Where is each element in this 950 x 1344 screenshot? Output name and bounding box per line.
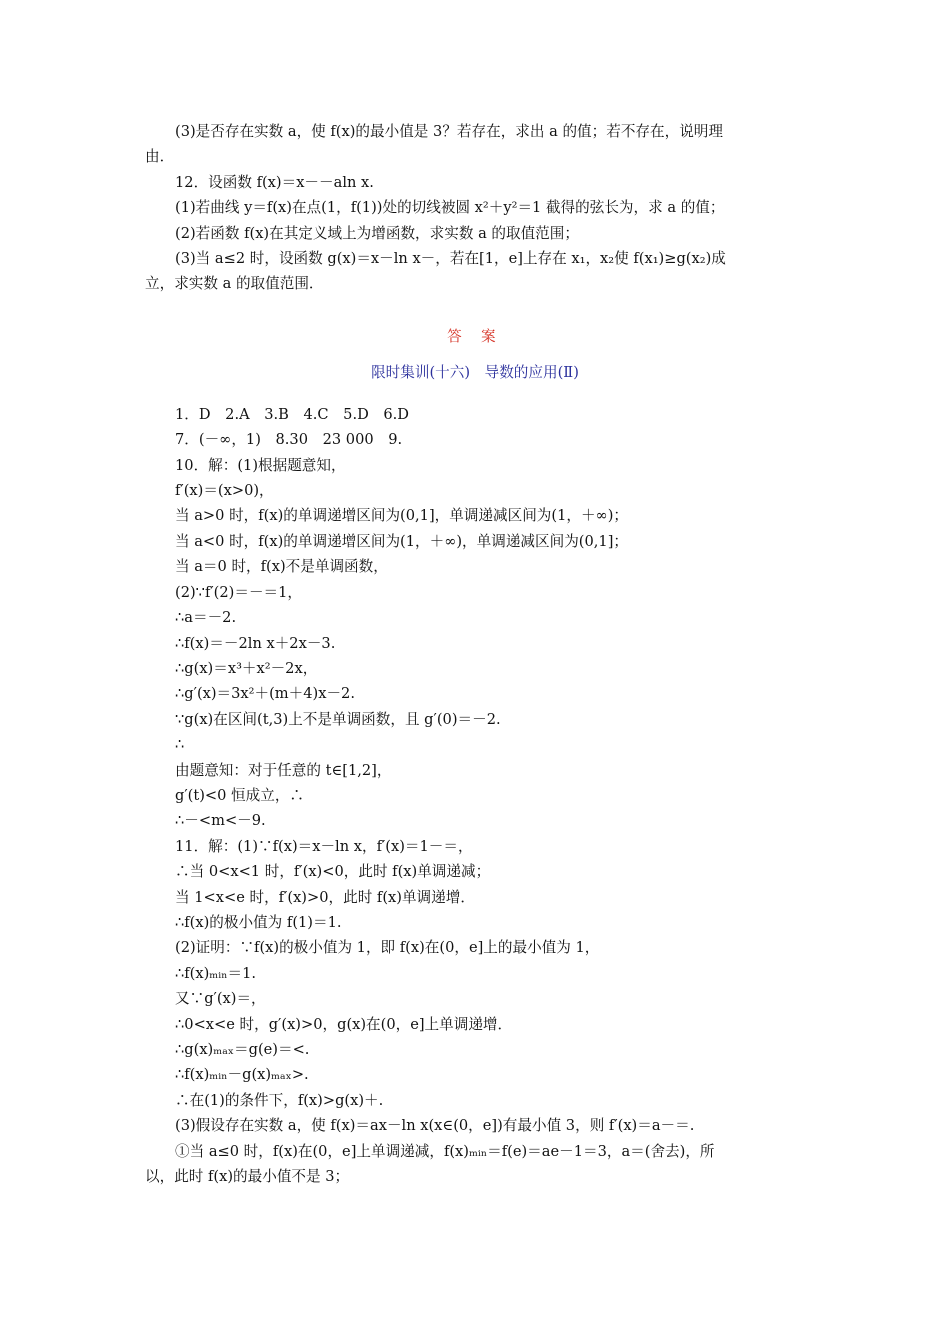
answer-line: (2)∵f′(2)＝－＝1， — [175, 583, 303, 601]
answer-line: g′(t)<0 恒成立，∴ — [175, 786, 305, 804]
answer-line: 11．解：(1)∵f(x)＝x－ln x，f′(x)＝1－＝， — [175, 837, 473, 855]
answer-line: 当 a>0 时，f(x)的单调递增区间为(0,1]，单调递减区间为(1，＋∞)； — [175, 507, 628, 525]
answer-line: 7．(－∞，1) 8.30 23 000 9. — [175, 431, 403, 449]
answer-line: 又∵g′(x)＝， — [175, 990, 266, 1008]
answer-line: 10．解：(1)根据题意知， — [175, 456, 346, 474]
answer-line: ∴g′(x)＝3x²＋(m＋4)x－2. — [175, 685, 355, 703]
answer-line: ∴g(x)ₘₐₓ＝g(e)＝<. — [175, 1041, 310, 1058]
answer-line: ∴g(x)＝x³＋x²－2x， — [175, 659, 318, 677]
answer-line: ∴当 0<x<1 时，f′(x)<0，此时 f(x)单调递减； — [175, 863, 491, 881]
answer-line: 由题意知：对于任意的 t∈[1,2]， — [175, 761, 392, 779]
page-content — [145, 119, 805, 1189]
q12-title: 12．设函数 f(x)＝x－－aln x. — [175, 173, 374, 191]
answer-line: 1．D 2.A 3.B 4.C 5.D 6.D — [175, 405, 409, 423]
answer-line: ∴f(x)＝－2ln x＋2x－3. — [175, 634, 336, 652]
q12-part3-line2: 立，求实数 a 的取值范围． — [145, 275, 324, 293]
q11-part3-line1: (3)是否存在实数 a，使 f(x)的最小值是 3？若存在，求出 a 的值；若不存在，说明理 — [175, 123, 723, 140]
answer-line: ∴a＝－2. — [175, 609, 237, 627]
answer-line: ∴－<m<－9. — [175, 812, 266, 830]
answer-line: ∴ — [175, 736, 185, 754]
answer-line: ∴在(1)的条件下，f(x)>g(x)＋. — [175, 1091, 384, 1109]
answer-line: ∴f(x)的极小值为 f(1)＝1. — [175, 913, 342, 931]
q12-part1: (1)若曲线 y＝f(x)在点(1，f(1))处的切线被圆 x²＋y²＝1 截得的弦长为，求 a 的值； — [175, 199, 725, 217]
answer-line: (3)假设存在实数 a，使 f(x)＝ax－ln x(x∈(0，e])有最小值 3，则 f′(x)＝a－＝. — [175, 1117, 695, 1135]
answer-line: 当 a<0 时，f(x)的单调递增区间为(1，＋∞)，单调递减区间为(0,1]； — [175, 532, 628, 550]
answer-line: ①当 a≤0 时，f(x)在(0，e]上单调递减，f(x)ₘᵢₙ＝f(e)＝ae－1＝3，a＝(舍去)，所 — [175, 1142, 715, 1160]
answer-line: ∴0<x<e 时，g′(x)>0，g(x)在(0，e]上单调递增． — [175, 1015, 513, 1033]
answer-line: f′(x)＝(x>0)， — [175, 482, 274, 500]
answer-line: ∵g(x)在区间(t,3)上不是单调函数，且 g′(0)＝－2. — [175, 710, 501, 728]
answer-header: 答 案 — [447, 327, 503, 345]
q12-part2: (2)若函数 f(x)在其定义域上为增函数，求实数 a 的取值范围； — [175, 224, 579, 242]
answer-line: ∴f(x)ₘᵢₙ－g(x)ₘₐₓ>. — [175, 1066, 309, 1084]
answer-line: 当 a＝0 时，f(x)不是单调函数， — [175, 558, 388, 576]
answers-list — [145, 402, 805, 1190]
answer-line: (2)证明：∵f(x)的极小值为 1，即 f(x)在(0，e]上的最小值为 1， — [175, 939, 600, 957]
q11-part3-line2: 由． — [145, 148, 175, 166]
q12-part3-line1: (3)当 a≤2 时，设函数 g(x)＝x－ln x－，若在[1，e]上存在 x₁，x₂使 f(x₁)≥g(x₂)成 — [175, 250, 726, 268]
section-title: 限时集训(十六) 导数的应用(Ⅱ) — [371, 363, 579, 381]
answer-line: ∴f(x)ₘᵢₙ＝1. — [175, 964, 257, 982]
answer-line: 当 1<x<e 时，f′(x)>0，此时 f(x)单调递增． — [175, 888, 475, 906]
answer-line: 以，此时 f(x)的最小值不是 3； — [145, 1168, 350, 1186]
